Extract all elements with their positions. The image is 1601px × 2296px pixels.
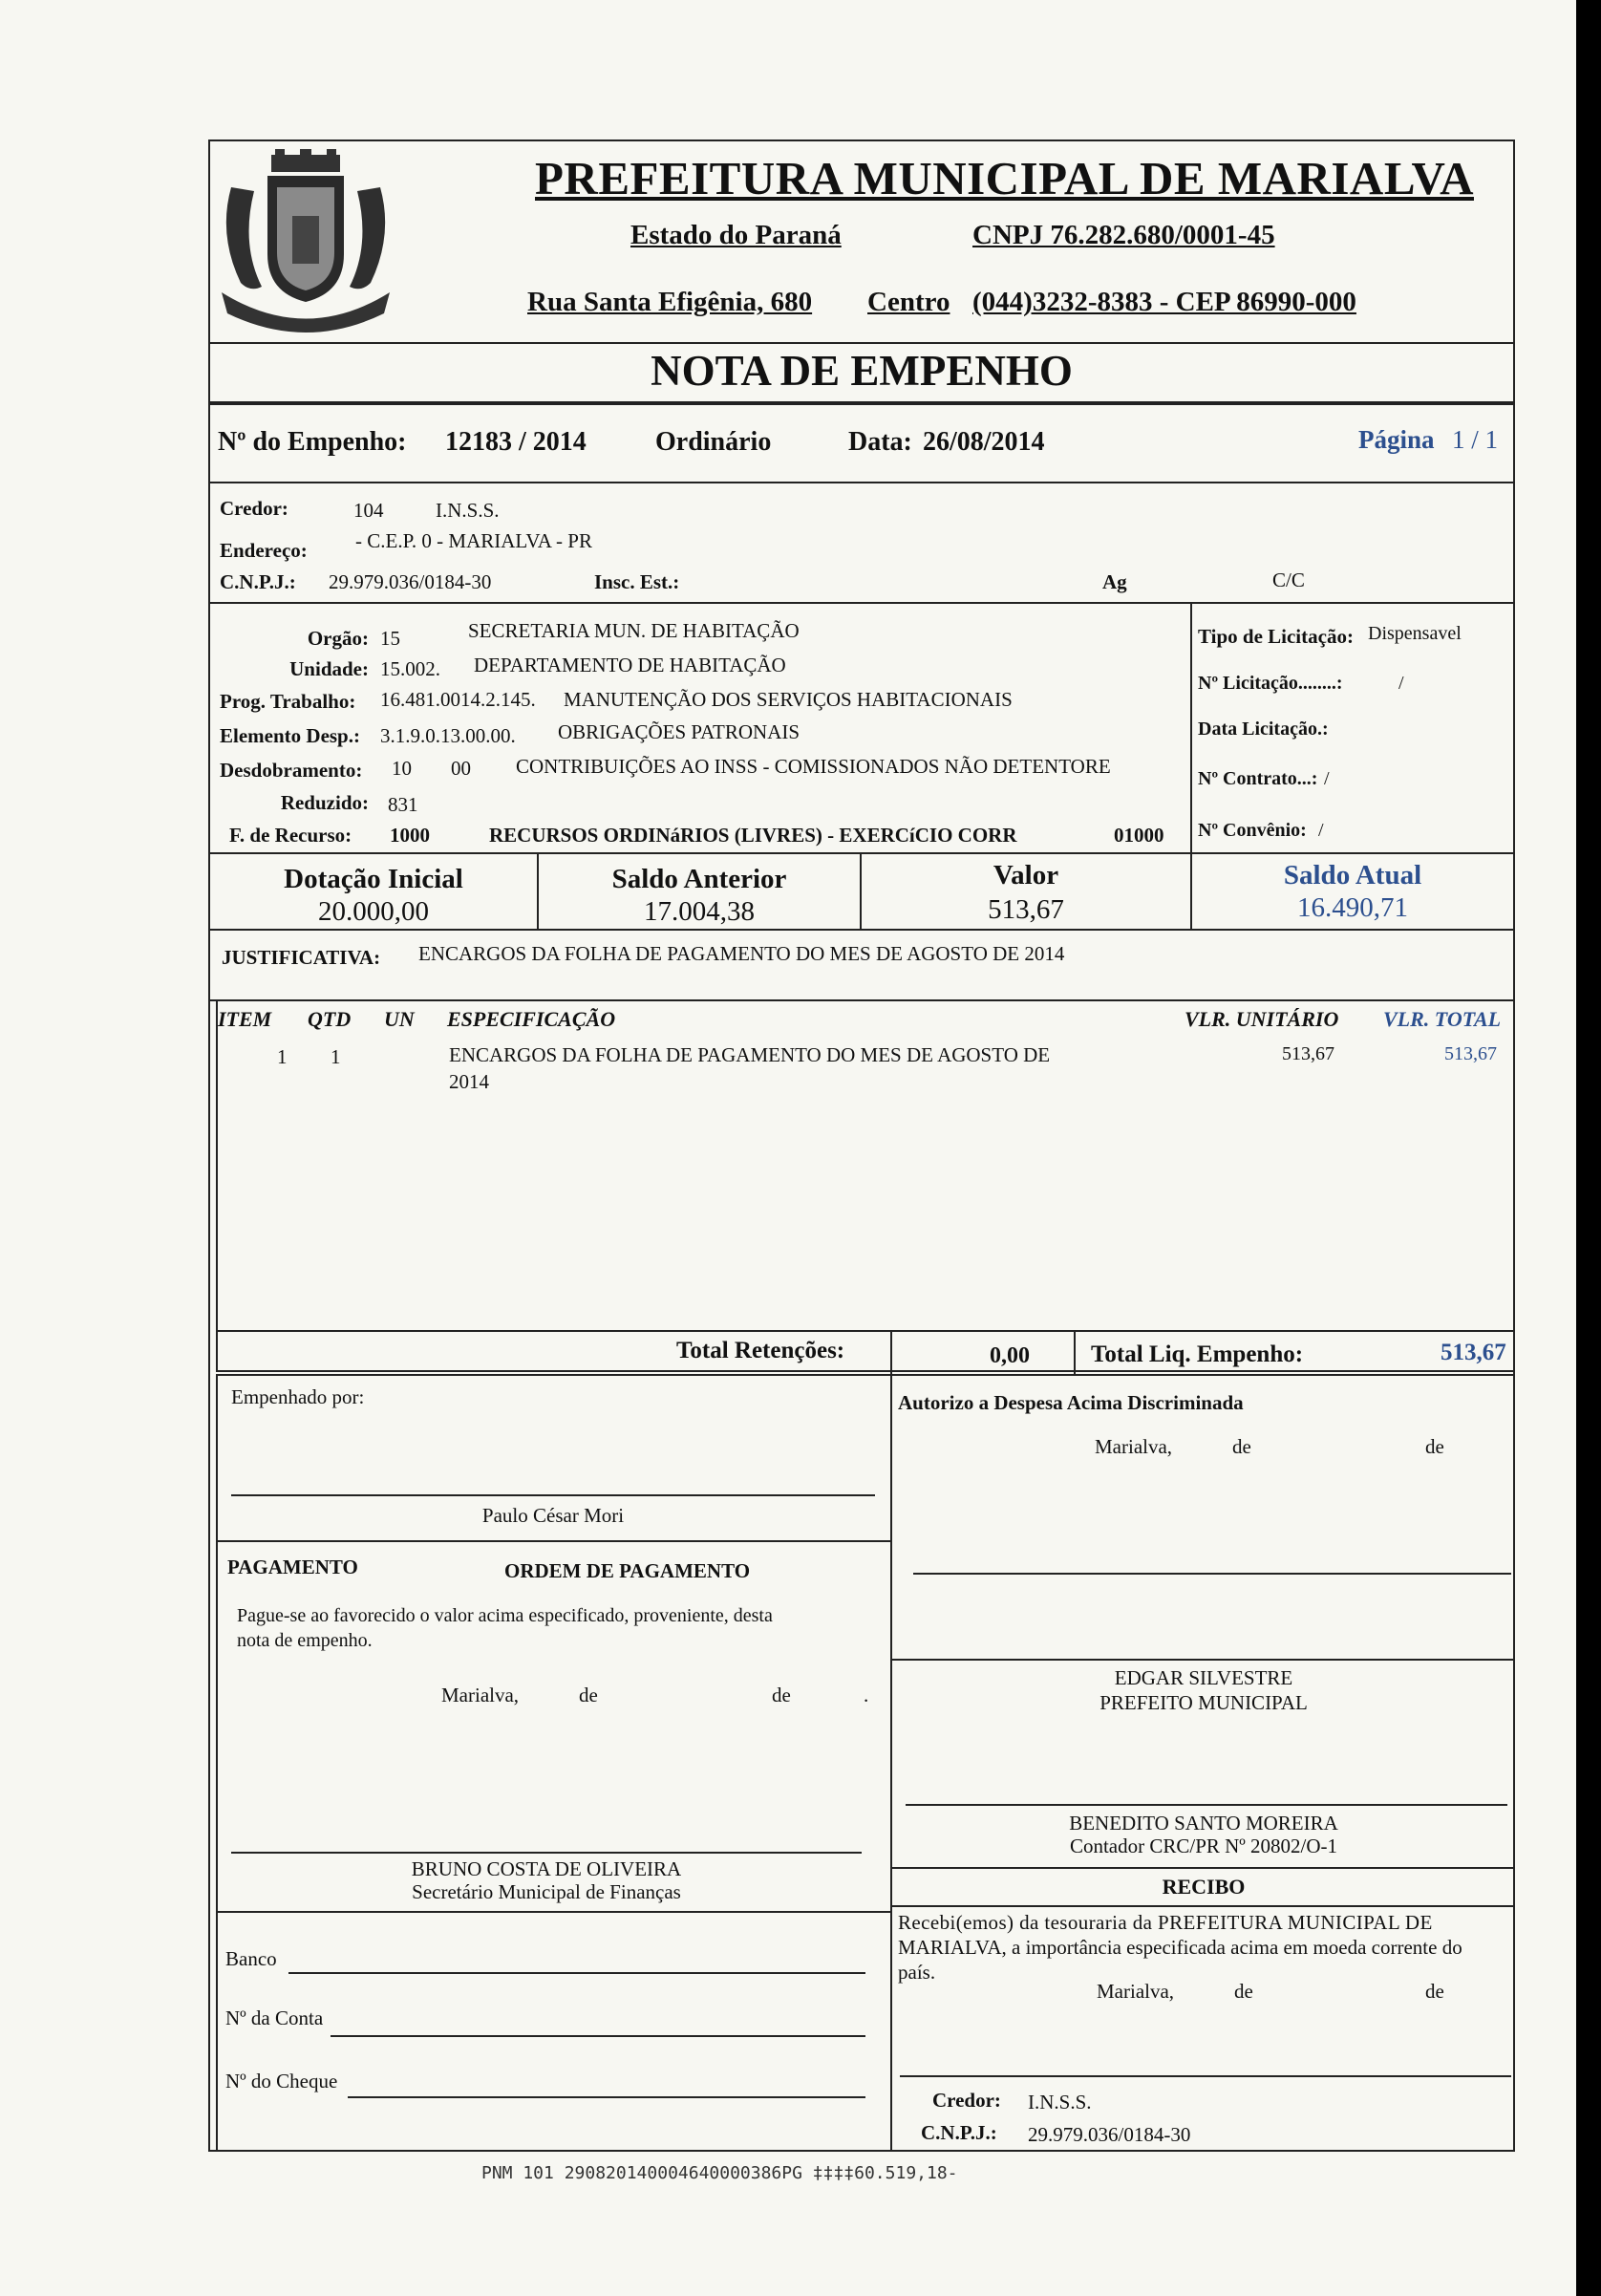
empenho-type: Ordinário — [655, 427, 772, 457]
dotacao-label: Dotação Inicial — [284, 864, 463, 894]
signature-line — [900, 2075, 1511, 2077]
recibo-de2: de — [1425, 1980, 1444, 2003]
recibo-cnpj: 29.979.036/0184-30 — [1028, 2123, 1191, 2146]
col-header-qtd: QTD — [308, 1007, 352, 1031]
bank-field[interactable] — [288, 1972, 865, 1974]
rule — [1074, 1330, 1076, 1374]
rule — [216, 1540, 890, 1542]
col-header-especificacao: ESPECIFICAÇÃO — [447, 1007, 616, 1031]
header-phone-cep: (044)3232-8383 - CEP 86990-000 — [972, 287, 1356, 317]
pague-line1: Pague-se ao favorecido o valor acima especificado, proveniente, desta — [237, 1605, 773, 1626]
row-spec-line1: ENCARGOS DA FOLHA DE PAGAMENTO DO MES DE AGOSTO DE — [449, 1043, 1051, 1066]
row-total-value: 513,67 — [1444, 1043, 1497, 1064]
page-label: Página — [1358, 425, 1435, 454]
rule — [890, 1330, 892, 1374]
prog-desc: MANUTENÇÃO DOS SERVIÇOS HABITACIONAIS — [564, 688, 1013, 711]
unidade-label: Unidade: — [289, 657, 369, 680]
empenho-date-label: Data: — [848, 427, 912, 457]
account-number-field[interactable] — [331, 2035, 865, 2037]
recurso-number: 01000 — [1114, 824, 1164, 847]
signature-line — [231, 1494, 875, 1496]
autorizo-de2: de — [1425, 1435, 1444, 1458]
recurso-label: F. de Recurso: — [229, 824, 352, 847]
header-address: Rua Santa Efigênia, 680 — [527, 287, 813, 317]
cnpj-value: 29.979.036/0184-30 — [329, 570, 492, 593]
header-title: PREFEITURA MUNICIPAL DE MARIALVA — [535, 152, 1474, 204]
header-state: Estado do Paraná — [630, 220, 842, 250]
row-unit-value: 513,67 — [1282, 1043, 1334, 1064]
insc-est-label: Insc. Est.: — [594, 570, 680, 593]
agency-label: Ag — [1102, 570, 1127, 593]
valor-value: 513,67 — [988, 894, 1064, 925]
contract-label: Nº Contrato...: — [1198, 768, 1318, 789]
rule — [216, 1374, 1515, 1376]
saldo-atual-label: Saldo Atual — [1283, 860, 1422, 891]
desdobramento-desc: CONTRIBUIÇÕES AO INSS - COMISSIONADOS NÃO DETENTORE — [516, 755, 1111, 778]
rule — [208, 852, 1515, 854]
elemento-code: 3.1.9.0.13.00.00. — [380, 724, 516, 747]
signature-line — [231, 1852, 862, 1854]
reduzido-value: 831 — [388, 793, 418, 816]
rule — [890, 1374, 892, 2150]
cheque-label: Nº do Cheque — [225, 2070, 338, 2092]
rule — [208, 482, 1515, 483]
col-header-un: UN — [384, 1007, 415, 1031]
unidade-code: 15.002. — [380, 657, 440, 680]
convenio-value: / — [1318, 820, 1324, 841]
saldo-anterior-value: 17.004,38 — [644, 896, 755, 927]
ordem-pagamento-label: ORDEM DE PAGAMENTO — [504, 1559, 751, 1582]
secretario-name: BRUNO COSTA DE OLIVEIRA — [411, 1857, 682, 1880]
signature-line — [906, 1804, 1507, 1806]
saldo-atual-value: 16.490,71 — [1297, 892, 1408, 923]
prefeito-name: EDGAR SILVESTRE — [1114, 1666, 1293, 1689]
rule — [208, 401, 1515, 405]
municipal-crest-logo — [212, 149, 399, 350]
contador-role: Contador CRC/PR Nº 20802/O-1 — [1069, 1835, 1338, 1857]
row-qtd: 1 — [331, 1045, 341, 1068]
col-header-item: ITEM — [218, 1007, 272, 1031]
valor-label: Valor — [993, 860, 1059, 891]
rule — [208, 602, 1515, 604]
pagamento-label: PAGAMENTO — [227, 1556, 358, 1578]
convenio-label: Nº Convênio: — [1198, 820, 1307, 841]
licitacao-date-label: Data Licitação.: — [1198, 719, 1329, 740]
dotacao-value: 20.000,00 — [318, 896, 429, 927]
authentication-code: PNM 101 290820140004640000386PG ‡‡‡‡60.519,18- — [481, 2163, 958, 2183]
page-number: 1 / 1 — [1452, 425, 1499, 454]
empenho-number-label: Nº do Empenho: — [218, 427, 407, 457]
rule — [216, 1330, 1515, 1332]
col-header-total: VLR. TOTAL — [1383, 1007, 1502, 1031]
contract-value: / — [1324, 768, 1330, 789]
autorizo-de1: de — [1232, 1435, 1251, 1458]
recibo-cnpj-label: C.N.P.J.: — [921, 2121, 997, 2144]
recibo-de1: de — [1234, 1980, 1253, 2003]
credor-label: Credor: — [220, 497, 288, 520]
prog-code: 16.481.0014.2.145. — [380, 688, 536, 711]
credor-code: 104 — [353, 499, 384, 522]
signature-line — [913, 1573, 1511, 1575]
rule — [890, 1905, 1515, 1907]
recibo-city: Marialva, — [1097, 1980, 1175, 2003]
orgao-code: 15 — [380, 627, 400, 650]
desdobramento-a: 10 — [392, 757, 412, 780]
autorizo-city: Marialva, — [1095, 1435, 1173, 1458]
elemento-desc: OBRIGAÇÕES PATRONAIS — [558, 720, 800, 743]
recibo-line3: país. — [898, 1961, 936, 1984]
recurso-code: 1000 — [390, 824, 430, 847]
recibo-credor: I.N.S.S. — [1028, 2091, 1092, 2114]
rule — [216, 1911, 890, 1913]
retencoes-value: 0,00 — [990, 1343, 1030, 1368]
recurso-desc: RECURSOS ORDINáRIOS (LIVRES) - EXERCíCIO CORR — [489, 824, 1017, 847]
recibo-credor-label: Credor: — [932, 2089, 1001, 2112]
prefeito-role: PREFEITO MUNICIPAL — [1099, 1691, 1308, 1714]
licitacao-type-label: Tipo de Licitação: — [1198, 625, 1354, 648]
pague-dot: . — [864, 1684, 869, 1706]
secretario-role: Secretário Municipal de Finanças — [412, 1880, 681, 1903]
empenhado-label: Empenhado por: — [231, 1385, 365, 1408]
orgao-label: Orgão: — [307, 627, 369, 650]
rule — [216, 1374, 218, 2150]
empenho-number: 12183 / 2014 — [445, 427, 587, 457]
recibo-line2: MARIALVA, a importância especificada acima em moeda corrente do — [898, 1936, 1462, 1959]
liq-value: 513,67 — [1441, 1340, 1506, 1365]
contador-name: BENEDITO SANTO MOREIRA — [1069, 1812, 1338, 1835]
licitacao-type: Dispensavel — [1368, 623, 1462, 644]
account-label: C/C — [1272, 569, 1305, 591]
prog-label: Prog. Trabalho: — [220, 690, 356, 713]
header-cnpj: CNPJ 76.282.680/0001-45 — [972, 220, 1275, 250]
recibo-title: RECIBO — [1162, 1875, 1246, 1899]
liq-label: Total Liq. Empenho: — [1091, 1341, 1304, 1367]
pague-line2: nota de empenho. — [237, 1630, 373, 1651]
orgao-desc: SECRETARIA MUN. DE HABITAÇÃO — [468, 619, 800, 642]
retencoes-label: Total Retenções: — [676, 1338, 845, 1363]
col-header-unit: VLR. UNITÁRIO — [1185, 1007, 1339, 1031]
row-item: 1 — [277, 1045, 288, 1068]
pague-de2: de — [772, 1684, 791, 1706]
row-spec-line2: 2014 — [449, 1070, 489, 1093]
licitacao-number: / — [1398, 673, 1404, 694]
saldo-anterior-label: Saldo Anterior — [611, 864, 787, 894]
empenhado-name: Paulo César Mori — [481, 1504, 625, 1527]
header-district: Centro — [867, 287, 950, 317]
desdobramento-label: Desdobramento: — [220, 759, 363, 782]
autorizo-label: Autorizo a Despesa Acima Discriminada — [898, 1391, 1244, 1414]
reduzido-label: Reduzido: — [280, 791, 369, 814]
credor-name: I.N.S.S. — [436, 499, 500, 522]
justificativa-text: ENCARGOS DA FOLHA DE PAGAMENTO DO MES DE AGOSTO DE 2014 — [418, 942, 1065, 965]
licitacao-number-label: Nº Licitação........: — [1198, 673, 1343, 694]
justificativa-label: JUSTIFICATIVA: — [222, 946, 381, 969]
rule — [890, 1659, 1515, 1661]
cnpj-label: C.N.P.J.: — [220, 570, 296, 593]
bank-label: Banco — [225, 1947, 277, 1970]
empenho-date: 26/08/2014 — [923, 427, 1045, 457]
document-title: NOTA DE EMPENHO — [651, 347, 1073, 395]
address-label: Endereço: — [220, 539, 308, 562]
address-value: - C.E.P. 0 - MARIALVA - PR — [355, 529, 592, 552]
rule — [890, 1867, 1515, 1869]
desdobramento-b: 00 — [451, 757, 471, 780]
rule — [208, 342, 1515, 344]
pague-city: Marialva, — [441, 1684, 520, 1706]
unidade-desc: DEPARTAMENTO DE HABITAÇÃO — [474, 654, 786, 676]
pague-de1: de — [579, 1684, 598, 1706]
elemento-label: Elemento Desp.: — [220, 724, 360, 747]
cheque-field[interactable] — [348, 2096, 865, 2098]
account-number-label: Nº da Conta — [225, 2006, 324, 2029]
rule — [208, 929, 1515, 931]
recibo-line1: Recebi(emos) da tesouraria da PREFEITURA MUNICIPAL DE — [898, 1911, 1433, 1934]
